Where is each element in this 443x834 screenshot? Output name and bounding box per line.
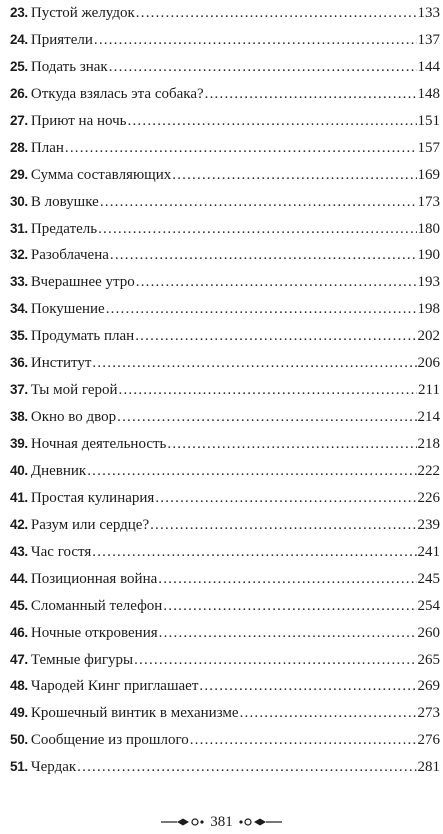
- chapter-page-number: 202: [417, 328, 440, 345]
- chapter-title: Институт: [30, 355, 92, 372]
- chapter-page-number: 173: [417, 193, 440, 210]
- toc-entry: [10, 539, 440, 566]
- toc-entry: [10, 431, 440, 458]
- chapter-page-number: 239: [417, 516, 440, 533]
- toc-entry: [10, 0, 440, 27]
- toc-entry: [10, 727, 440, 754]
- chapter-page-number: 214: [417, 409, 440, 426]
- chapter-page-number: 245: [417, 570, 440, 587]
- dot-leader: [135, 323, 416, 350]
- toc-entry: [10, 458, 440, 485]
- dot-leader: [109, 54, 417, 81]
- table-of-contents: [10, 0, 440, 781]
- toc-entry: [10, 593, 440, 620]
- chapter-number: 46.: [10, 624, 28, 640]
- chapter-number: 30.: [10, 193, 28, 209]
- chapter-page-number: 193: [417, 274, 440, 291]
- dot-leader: [106, 296, 417, 323]
- chapter-title: Темные фигуры: [30, 651, 134, 668]
- chapter-page-number: 180: [417, 220, 440, 237]
- chapter-page-number: 198: [417, 301, 440, 318]
- chapter-page-number: 222: [417, 462, 440, 479]
- dot-leader: [92, 539, 416, 566]
- chapter-title: Дневник: [30, 462, 87, 479]
- chapter-number: 27.: [10, 112, 28, 128]
- chapter-number: 47.: [10, 651, 28, 667]
- chapter-page-number: 269: [417, 678, 440, 695]
- dot-leader: [87, 458, 416, 485]
- chapter-title: Ночные откровения: [30, 624, 158, 641]
- chapter-page-number: 157: [417, 139, 440, 156]
- toc-entry: [10, 242, 440, 269]
- dot-leader: [65, 135, 417, 162]
- chapter-number: 33.: [10, 274, 28, 290]
- chapter-page-number: 254: [417, 597, 440, 614]
- toc-entry: [10, 296, 440, 323]
- dot-leader: [240, 700, 417, 727]
- chapter-number: 40.: [10, 462, 28, 478]
- chapter-page-number: 211: [418, 382, 440, 399]
- chapter-page-number: 190: [417, 247, 440, 264]
- dot-leader: [159, 620, 417, 647]
- dot-leader: [92, 350, 416, 377]
- chapter-number: 28.: [10, 139, 28, 155]
- dot-leader: [136, 0, 417, 27]
- chapter-title: Сообщение из прошлого: [30, 732, 189, 749]
- toc-entry: [10, 673, 440, 700]
- toc-entry: [10, 620, 440, 647]
- chapter-page-number: 206: [417, 355, 440, 372]
- dot-leader: [158, 566, 416, 593]
- toc-entry: [10, 81, 440, 108]
- dot-leader: [199, 673, 416, 700]
- chapter-title: Пустой желудок: [30, 5, 135, 21]
- dot-leader: [163, 593, 416, 620]
- chapter-title: План: [30, 139, 64, 156]
- chapter-number: 23.: [10, 5, 28, 20]
- chapter-title: Ночная деятельность: [30, 436, 167, 452]
- chapter-number: 25.: [10, 58, 28, 74]
- chapter-number: 37.: [10, 382, 28, 398]
- chapter-page-number: 260: [417, 624, 440, 641]
- chapter-title: Приятели: [30, 31, 93, 48]
- chapter-number: 38.: [10, 409, 28, 425]
- chapter-title: Покушение: [30, 301, 105, 318]
- chapter-page-number: 226: [417, 489, 440, 506]
- chapter-number: 48.: [10, 678, 28, 694]
- toc-entry: [10, 566, 440, 593]
- toc-entry: [10, 647, 440, 674]
- dot-leader: [167, 431, 416, 458]
- right-ornament-icon: [236, 816, 284, 828]
- chapter-title: Откуда взялась эта собака?: [30, 85, 204, 102]
- chapter-title: Сломанный телефон: [30, 597, 163, 614]
- chapter-title: Подать знак: [30, 58, 108, 75]
- chapter-page-number: 273: [417, 705, 440, 722]
- chapter-page-number: 169: [417, 166, 440, 183]
- dot-leader: [136, 269, 417, 296]
- dot-leader: [190, 727, 417, 754]
- toc-entry: [10, 108, 440, 135]
- chapter-title: Вчерашнее утро: [30, 274, 135, 291]
- dot-leader: [128, 108, 417, 135]
- chapter-title: Позиционная война: [30, 570, 158, 587]
- toc-entry: [10, 485, 440, 512]
- chapter-number: 50.: [10, 732, 28, 748]
- toc-entry: [10, 377, 440, 404]
- toc-entry: [10, 162, 440, 189]
- dot-leader: [110, 242, 417, 269]
- left-ornament-icon: [159, 816, 207, 828]
- chapter-number: 42.: [10, 516, 28, 532]
- chapter-page-number: 133: [417, 5, 440, 21]
- chapter-number: 44.: [10, 570, 28, 586]
- chapter-title: Простая кулинария: [30, 489, 155, 506]
- chapter-number: 41.: [10, 489, 28, 505]
- chapter-title: Сумма составляющих: [30, 166, 172, 183]
- toc-entry: [10, 27, 440, 54]
- toc-entry: [10, 350, 440, 377]
- chapter-number: 26.: [10, 85, 28, 101]
- toc-entry: [10, 323, 440, 350]
- dot-leader: [117, 404, 416, 431]
- chapter-page-number: 137: [417, 31, 440, 48]
- chapter-number: 39.: [10, 436, 28, 451]
- toc-entry: [10, 700, 440, 727]
- chapter-page-number: 241: [417, 543, 440, 560]
- chapter-number: 45.: [10, 597, 28, 613]
- dot-leader: [155, 485, 416, 512]
- chapter-number: 32.: [10, 247, 28, 263]
- chapter-page-number: 148: [417, 85, 440, 102]
- chapter-number: 24.: [10, 31, 28, 47]
- toc-entry: [10, 512, 440, 539]
- toc-entry: [10, 135, 440, 162]
- chapter-title: Чародей Кинг приглашает: [30, 678, 199, 695]
- chapter-page-number: 276: [417, 732, 440, 749]
- chapter-title: Разум или сердце?: [30, 516, 150, 533]
- chapter-page-number: 151: [417, 112, 440, 129]
- chapter-number: 51.: [10, 759, 28, 775]
- chapter-title: Предатель: [30, 220, 98, 237]
- chapter-title: Разоблачена: [30, 247, 109, 264]
- chapter-number: 35.: [10, 328, 28, 344]
- chapter-title: Приют на ночь: [30, 112, 127, 129]
- dot-leader: [172, 162, 416, 189]
- toc-entry: [10, 754, 440, 781]
- chapter-number: 31.: [10, 220, 28, 236]
- chapter-number: 43.: [10, 543, 28, 559]
- chapter-title: Крошечный винтик в механизме: [30, 705, 239, 722]
- page-footer: [0, 811, 443, 833]
- chapter-page-number: 218: [417, 436, 440, 452]
- chapter-page-number: 265: [417, 651, 440, 668]
- toc-entry: [10, 189, 440, 216]
- dot-leader: [77, 754, 416, 781]
- chapter-page-number: 144: [417, 58, 440, 75]
- toc-entry: [10, 216, 440, 243]
- chapter-number: 36.: [10, 355, 28, 371]
- chapter-title: Продумать план: [30, 328, 135, 345]
- dot-leader: [119, 377, 418, 404]
- chapter-title: Чердак: [30, 759, 77, 776]
- dot-leader: [205, 81, 417, 108]
- chapter-title: Окно во двор: [30, 409, 117, 426]
- toc-entry: [10, 404, 440, 431]
- chapter-page-number: 281: [417, 759, 440, 776]
- chapter-number: 34.: [10, 301, 28, 317]
- dot-leader: [150, 512, 416, 539]
- chapter-number: 29.: [10, 166, 28, 182]
- chapter-title: В ловушке: [30, 193, 99, 210]
- toc-entry: [10, 269, 440, 296]
- dot-leader: [100, 189, 417, 216]
- toc-entry: [10, 54, 440, 81]
- dot-leader: [98, 216, 416, 243]
- dot-leader: [94, 27, 417, 54]
- dot-leader: [134, 647, 416, 674]
- chapter-title: Час гостя: [30, 543, 92, 560]
- chapter-title: Ты мой герой: [30, 382, 118, 399]
- chapter-number: 49.: [10, 705, 28, 721]
- page-number: 381: [210, 813, 233, 830]
